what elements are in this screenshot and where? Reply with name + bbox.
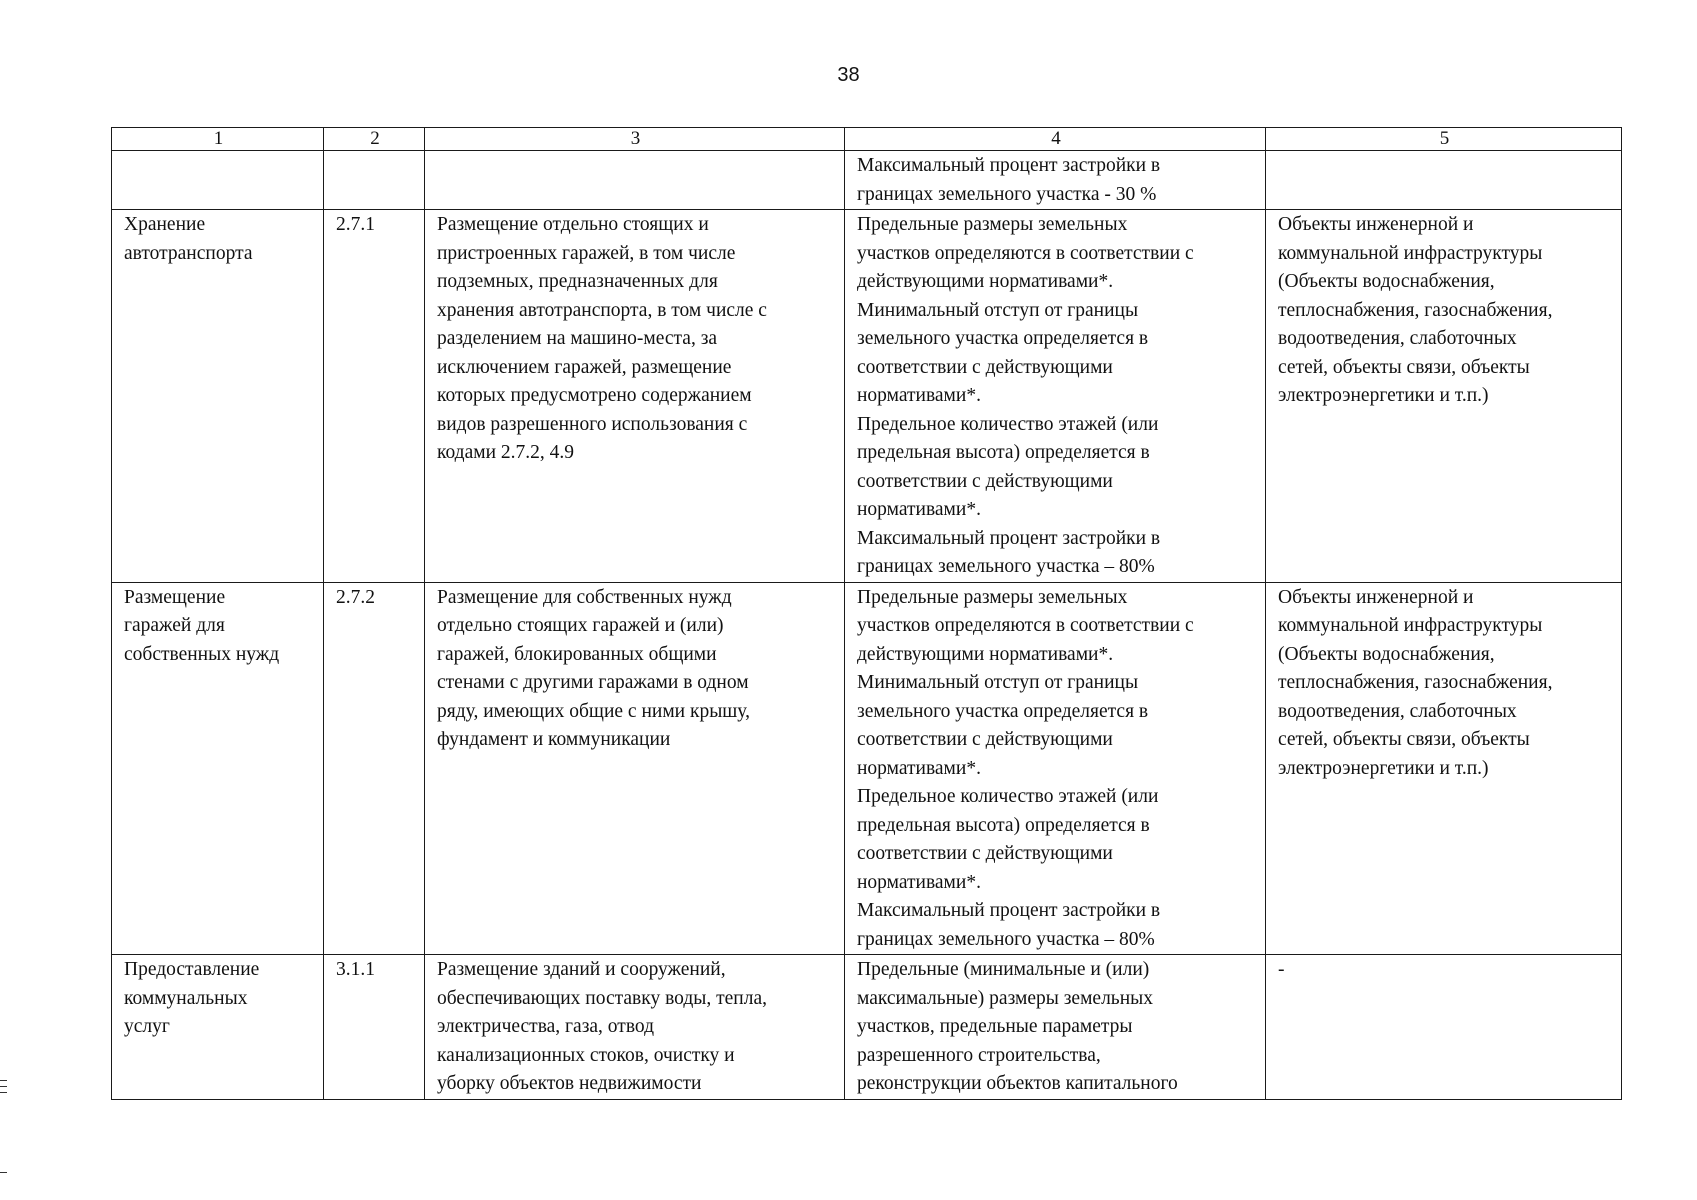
use-name-cell: Хранение автотранспорта [112, 210, 324, 583]
use-description-cell: Размещение зданий и сооружений, обеспечивающих поставку воды, тепла, электричества, газа, отвод канализационных стоков, очистку и уборку объектов недвижимости [425, 955, 845, 1100]
column-header: 2 [324, 128, 425, 151]
column-header: 4 [845, 128, 1266, 151]
column-header: 1 [112, 128, 324, 151]
use-description-cell [425, 151, 845, 210]
use-name-cell: Размещение гаражей для собственных нужд [112, 582, 324, 955]
use-description-cell: Размещение для собственных нужд отдельно стоящих гаражей и (или) гаражей, блокированных общими стенами с другими гаражами в одном ряду, имеющих общие с ними крышу, фундамент и коммуникации [425, 582, 845, 955]
use-description-cell: Размещение отдельно стоящих и пристроенных гаражей, в том числе подземных, предназначенных для хранения автотранспорта, в том числе с разделением на машино-места, за исключением гаражей, размещение которых предусмотрено содержанием видов разрешенного использования с кодами 2.7.2, 4.9 [425, 210, 845, 583]
scan-edge-mark [0, 1172, 7, 1173]
page-number: 38 [837, 64, 860, 86]
auxiliary-objects-cell: Объекты инженерной и коммунальной инфраструктуры (Объекты водоснабжения, теплоснабжения, газоснабжения, водоотведения, слаботочных сетей, объекты связи, объекты электроэнергетики и т.п.) [1266, 582, 1622, 955]
use-code-cell: 2.7.1 [324, 210, 425, 583]
limit-parameters-cell: Максимальный процент застройки в границах земельного участка - 30 % [845, 151, 1266, 210]
limit-parameters-cell: Предельные размеры земельных участков определяются в соответствии с действующими нормативами*. Минимальный отступ от границы земельного участка определяется в соответствии с действующими нормативами*. Предельное количество этажей (или предельная высота) определяется в соответствии с действующими нормативами*. Максимальный процент застройки в границах земельного участка – 80% [845, 210, 1266, 583]
scan-edge-mark [0, 1086, 7, 1087]
scan-edge-mark [0, 1080, 7, 1081]
use-code-cell [324, 151, 425, 210]
limit-parameters-cell [845, 955, 1266, 1100]
table-header-row [112, 128, 1622, 151]
table-row [112, 955, 1622, 1100]
use-code-cell: 2.7.2 [324, 582, 425, 955]
limit-parameters-text: Предельные (минимальные и (или) максимальные) размеры земельных участков, предельные параметры разрешенного строительства, реконструкции объектов капитального [857, 959, 1178, 1094]
table-row [112, 151, 1622, 210]
use-name-cell [112, 151, 324, 210]
limit-parameters-cell: Предельные размеры земельных участков определяются в соответствии с действующими нормативами*. Минимальный отступ от границы земельного участка определяется в соответствии с действующими нормативами*. Предельное количество этажей (или предельная высота) определяется в соответствии с действующими нормативами*. Максимальный процент застройки в границах земельного участка – 80% [845, 582, 1266, 955]
column-header: 5 [1266, 128, 1622, 151]
table-row [112, 582, 1622, 955]
auxiliary-objects-cell [1266, 151, 1622, 210]
use-name-cell: Предоставление коммунальных услуг [112, 955, 324, 1100]
scan-edge-mark [0, 1092, 7, 1093]
table-row [112, 210, 1622, 583]
auxiliary-objects-cell: Объекты инженерной и коммунальной инфраструктуры (Объекты водоснабжения, теплоснабжения, газоснабжения, водоотведения, слаботочных сетей, объекты связи, объекты электроэнергетики и т.п.) [1266, 210, 1622, 583]
auxiliary-objects-cell: - [1266, 955, 1622, 1100]
land-use-table [111, 127, 1622, 1100]
use-code-cell: 3.1.1 [324, 955, 425, 1100]
column-header: 3 [425, 128, 845, 151]
